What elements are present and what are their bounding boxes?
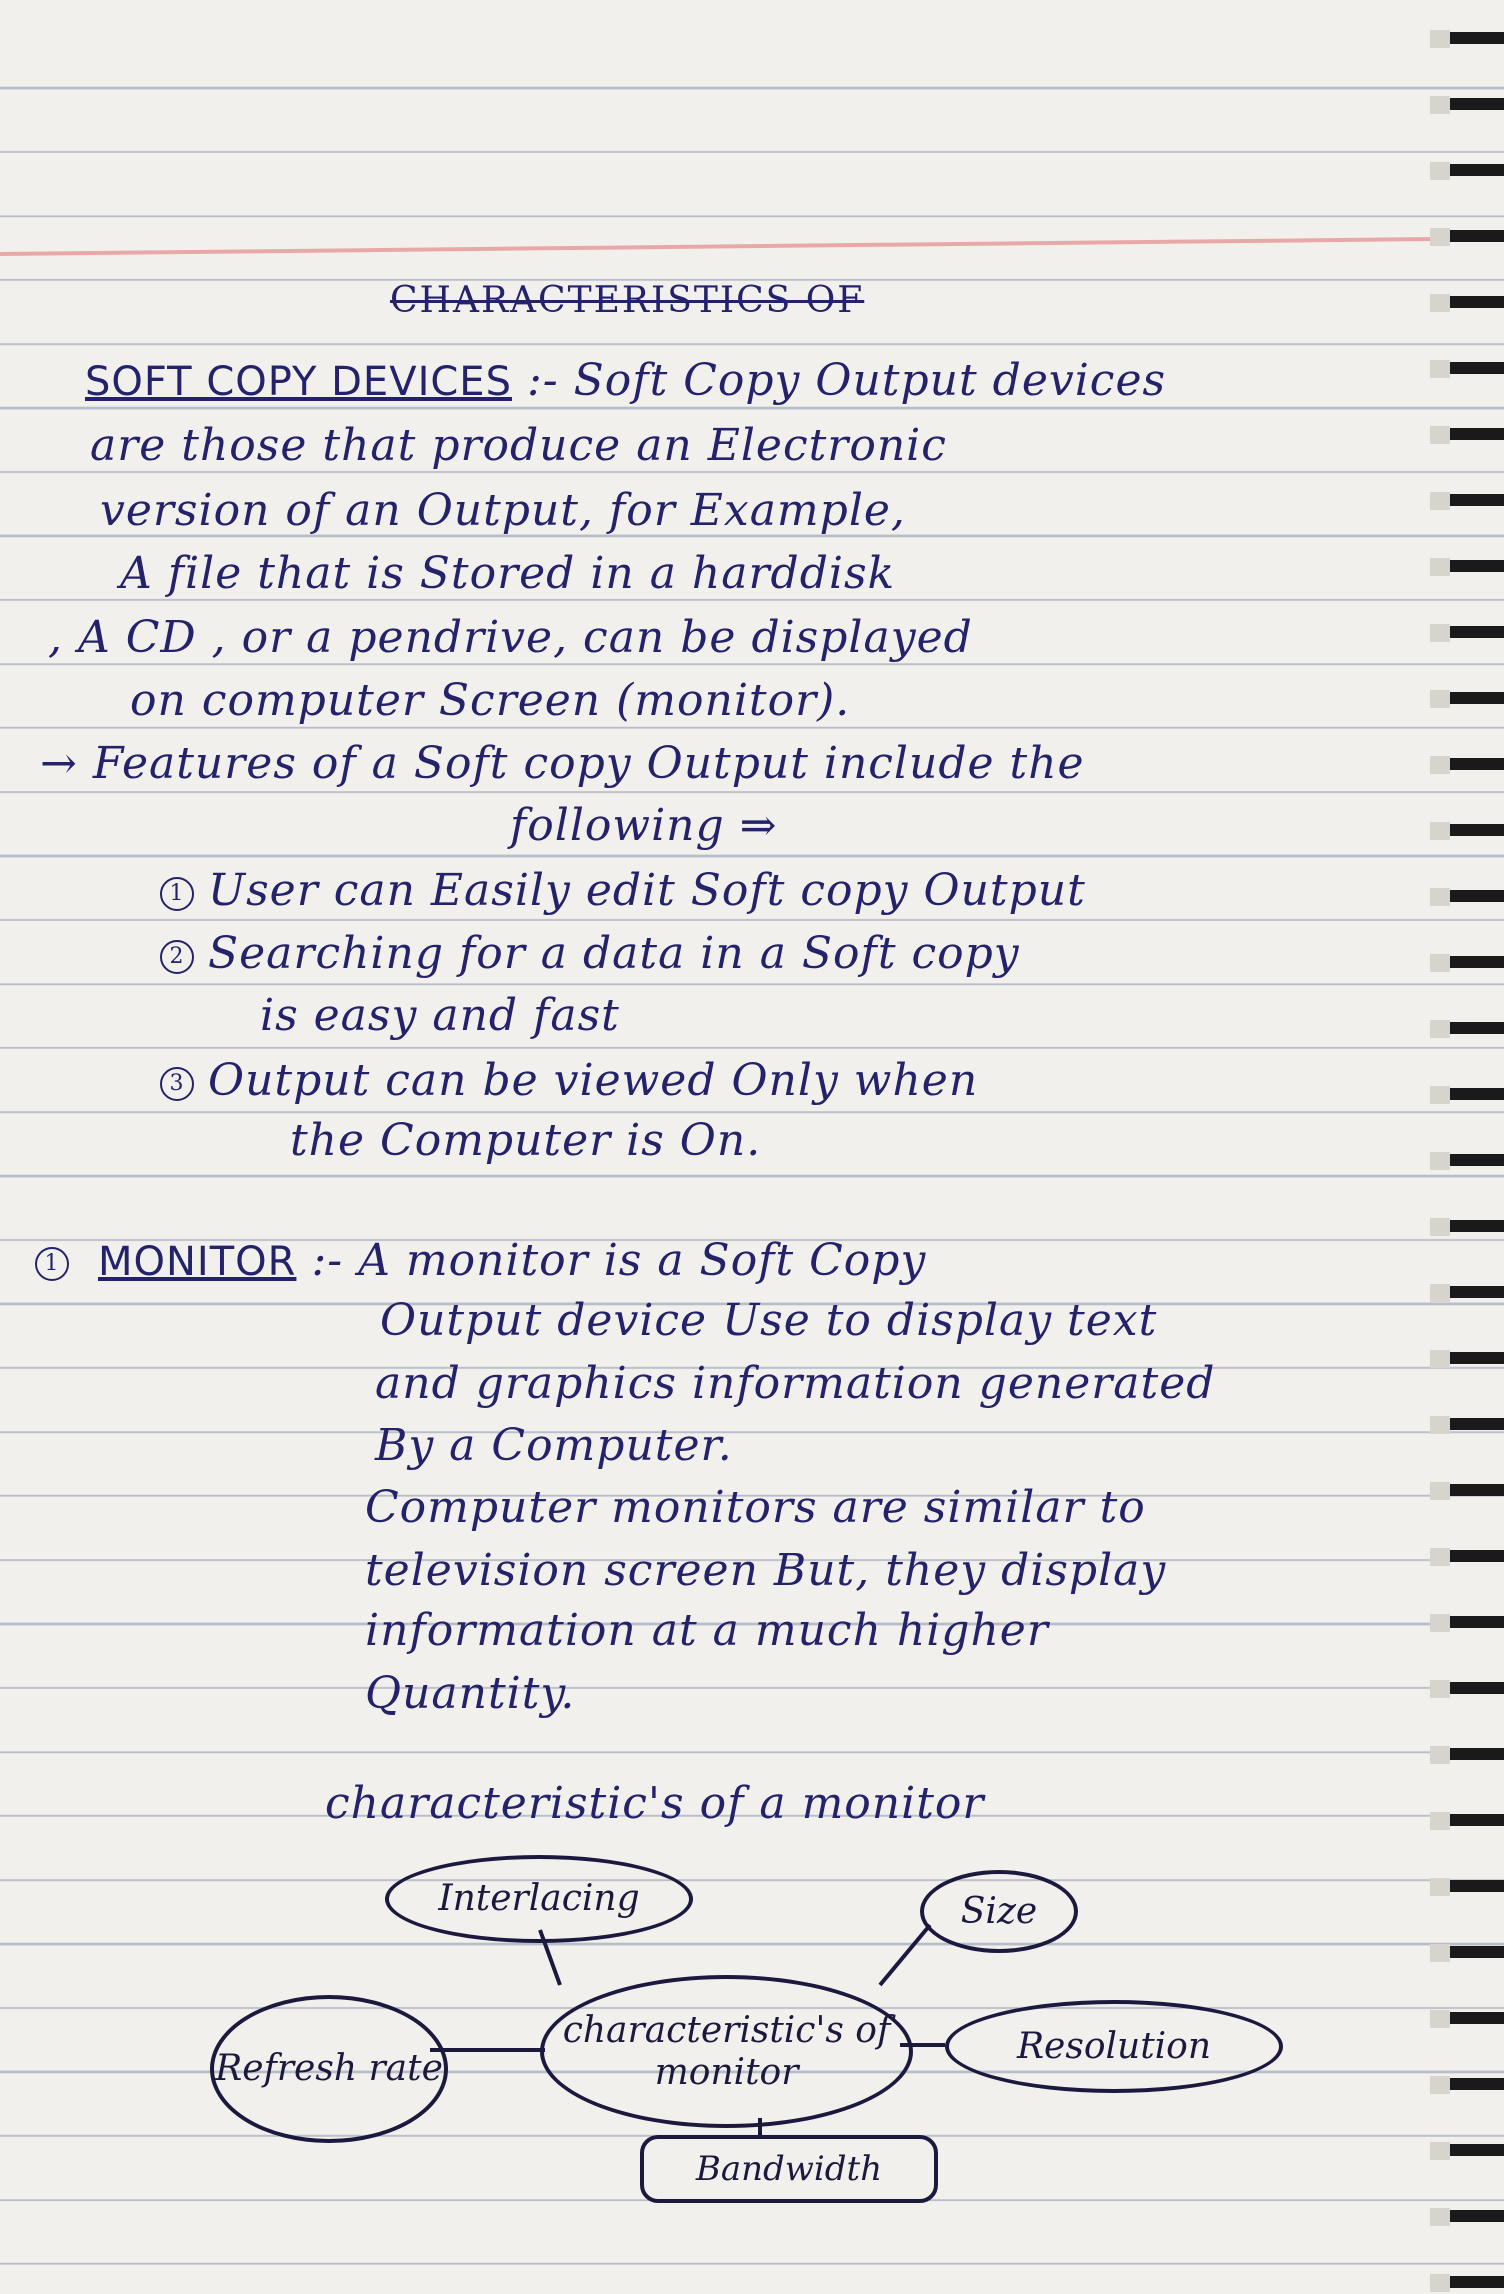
connector-size: [880, 1925, 930, 1985]
feature-number: 2: [160, 940, 194, 974]
monitor-line-7: information at a much higher: [365, 1605, 1049, 1656]
feature-text: User can Easily edit Soft copy Output: [208, 865, 1086, 916]
soft-copy-line-5: , A CD , or a pendrive, can be displayed: [48, 612, 973, 663]
features-following: following ⇒: [510, 800, 778, 851]
monitor-line-3: and graphics information generated: [375, 1358, 1216, 1409]
feature-3-continued: the Computer is On.: [290, 1115, 762, 1166]
box-bandwidth: Bandwidth: [640, 2135, 938, 2203]
soft-copy-line-4: A file that is Stored in a harddisk: [120, 548, 896, 599]
monitor-line-6: television screen But, they display: [365, 1545, 1167, 1596]
bubble-center: characteristic's of monitor: [540, 1975, 913, 2128]
bubble-resolution: Resolution: [945, 2000, 1283, 2093]
feature-number: 1: [160, 877, 194, 911]
monitor-definition: :- A monitor is a Soft Copy: [311, 1235, 927, 1286]
feature-text: Searching for a data in a Soft copy: [208, 928, 1020, 979]
soft-copy-definition: :- Soft Copy Output devices: [526, 355, 1167, 406]
bubble-size: Size: [920, 1870, 1078, 1953]
monitor-line-5: Computer monitors are similar to: [365, 1482, 1146, 1533]
features-intro: → Features of a Soft copy Output include the: [40, 738, 1085, 789]
soft-copy-line-3: version of an Output, for Example,: [100, 485, 906, 536]
feature-text: Output can be viewed Only when: [208, 1055, 979, 1106]
feature-number: 3: [160, 1067, 194, 1101]
diagram-title: characteristic's of a monitor: [325, 1778, 985, 1829]
struck-heading: CHARACTERISTICS OF: [390, 280, 865, 321]
bubble-interlacing: Interlacing: [385, 1855, 693, 1943]
feature-2-continued: is easy and fast: [260, 990, 620, 1041]
monitor-line-8: Quantity.: [365, 1668, 576, 1719]
monitor-line-2: Output device Use to display text: [380, 1295, 1158, 1346]
soft-copy-line-6: on computer Screen (monitor).: [130, 675, 851, 726]
monitor-line-4: By a Computer.: [375, 1420, 733, 1471]
monitor-term: MONITOR: [98, 1239, 297, 1285]
monitor-number: 1: [35, 1247, 69, 1281]
soft-copy-line-2: are those that produce an Electronic: [90, 420, 947, 471]
bubble-refresh-rate: Refresh rate: [210, 1995, 448, 2143]
soft-copy-term: SOFT COPY DEVICES: [85, 359, 512, 405]
